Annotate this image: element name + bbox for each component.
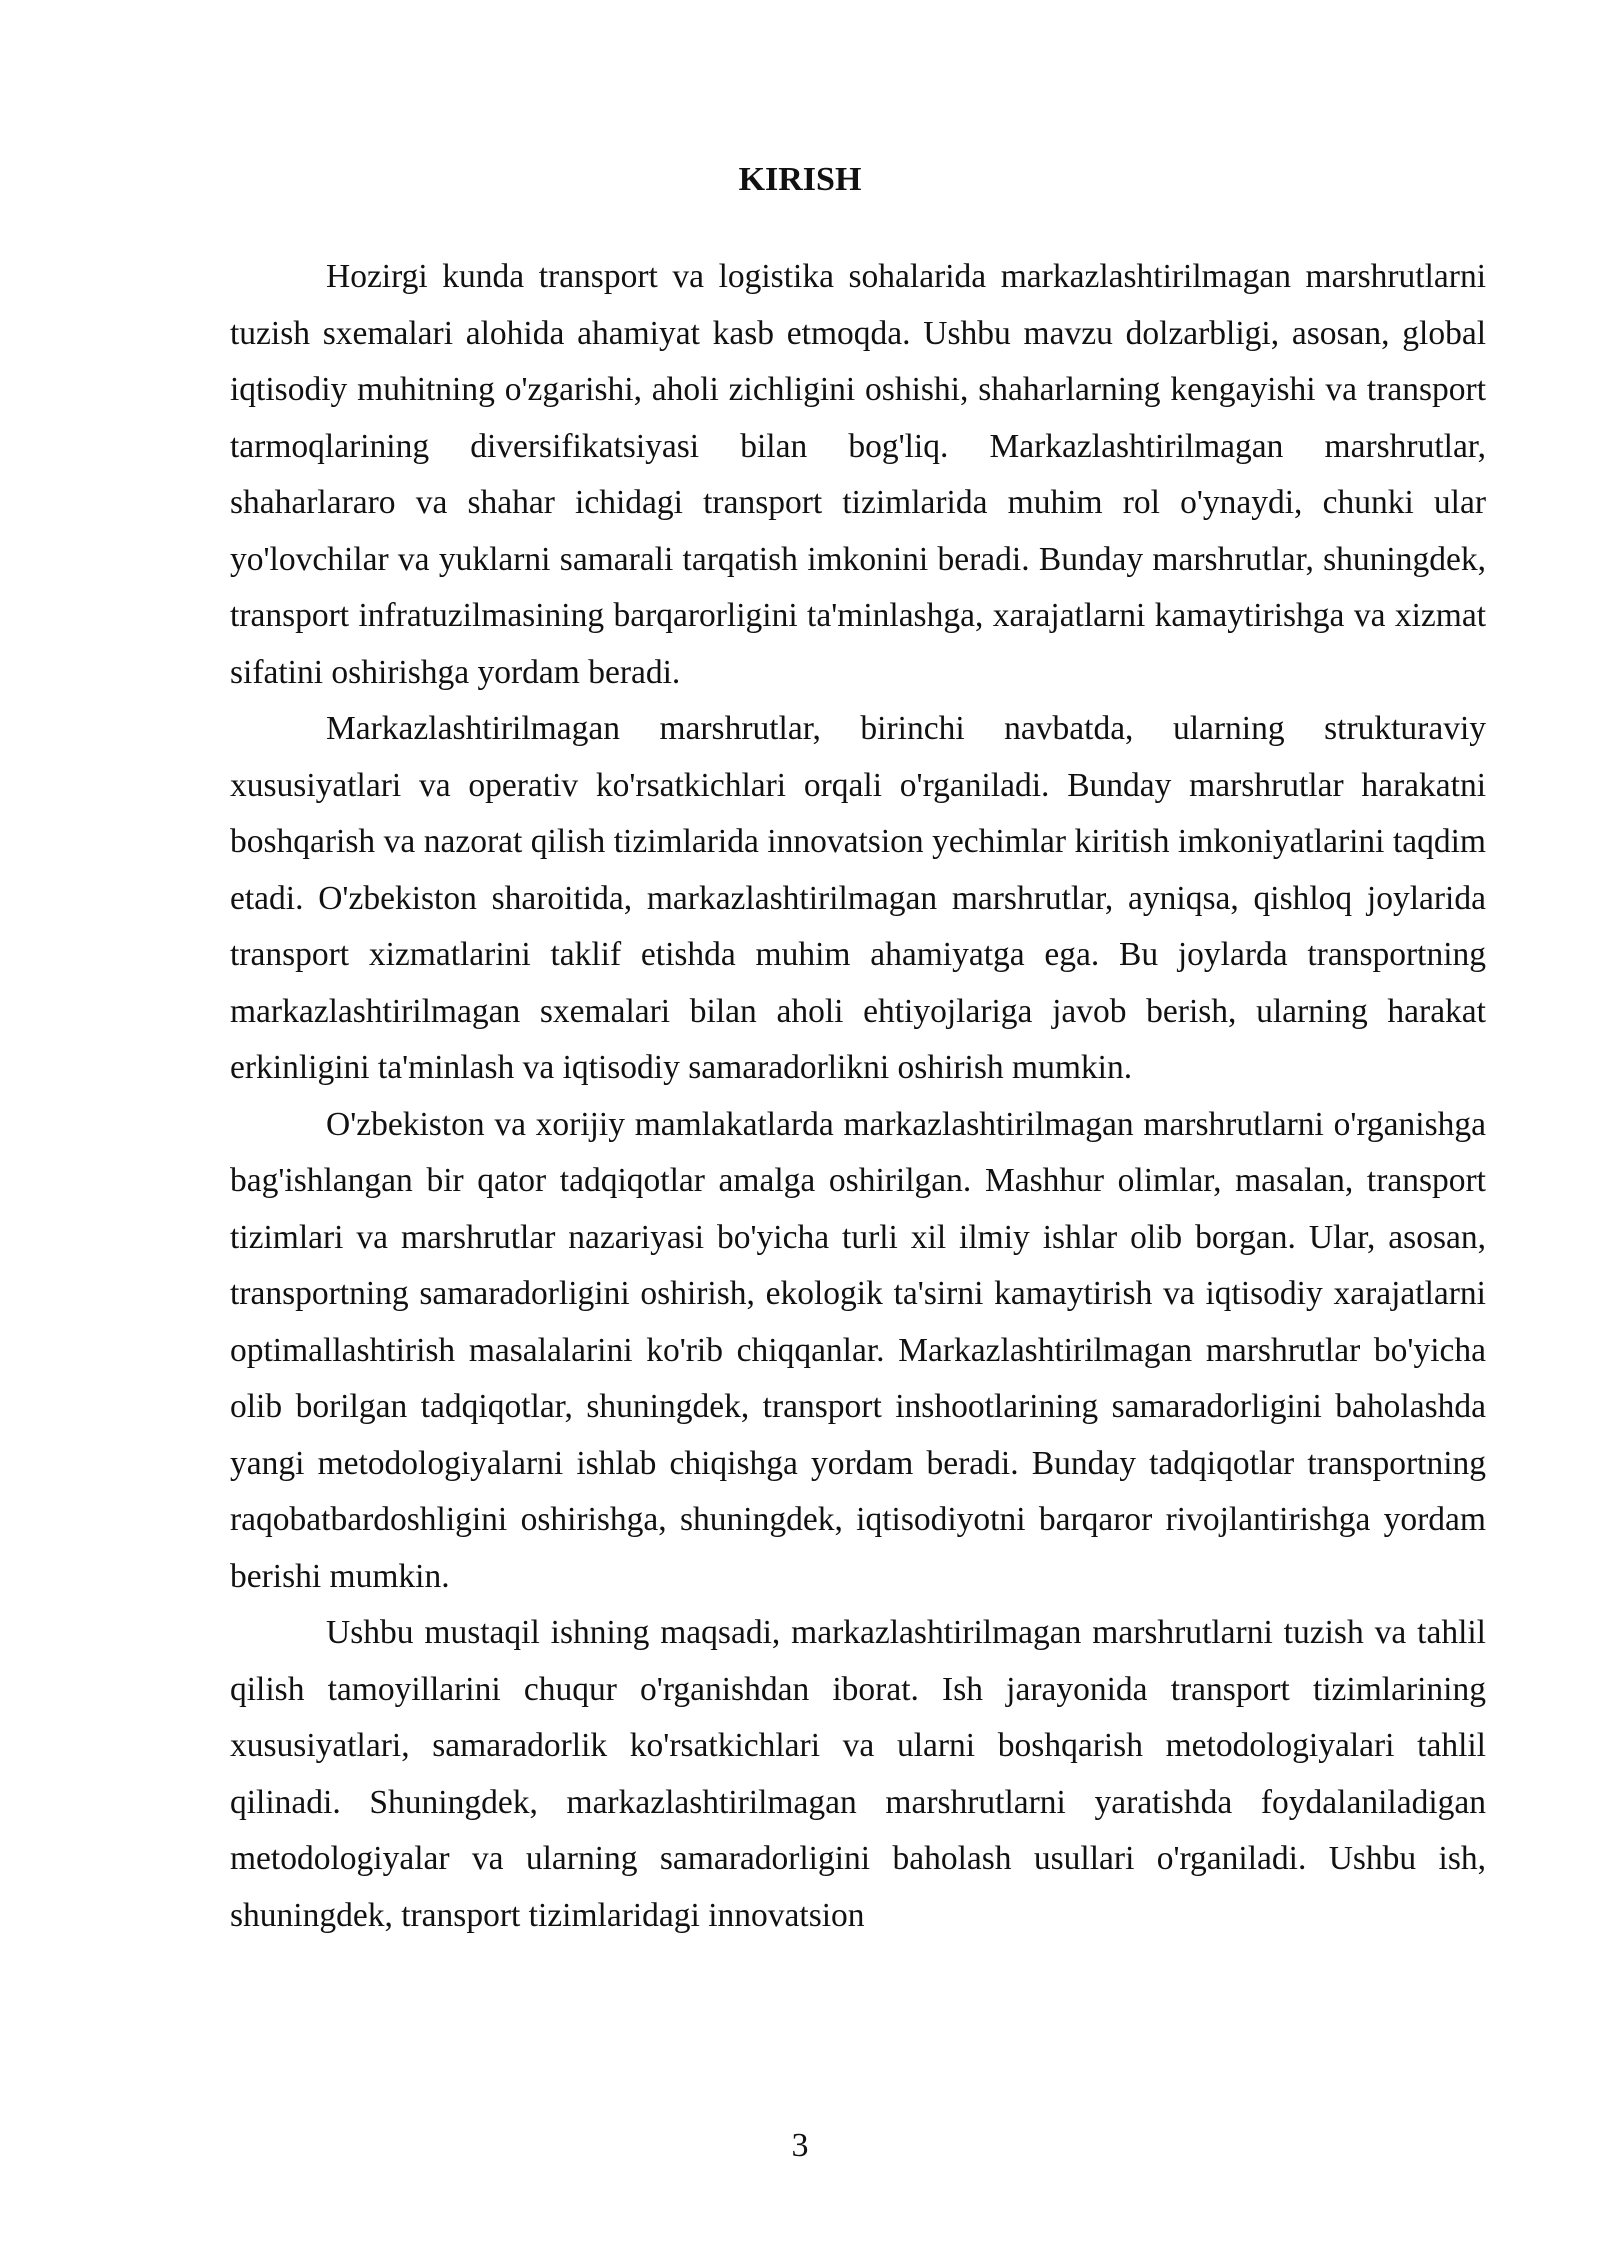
paragraph-3: O'zbekiston va xorijiy mamlakatlarda markazlashtirilmagan marshrutlarni o'rganishga bag'ishlangan bir qator tadqiqotlar amalga oshirilgan. Mashhur olimlar, masalan, transport tizimlari va marshrutlar nazariyasi bo'yicha turli xil ilmiy ishlar olib borgan. Ular, asosan, transportning samaradorligini oshirish, ekologik ta'sirni kamaytirish va iqtisodiy xarajatlarni optimallashtirish masalalarini ko'rib chiqqanlar. Markazlashtirilmagan marshrutlar bo'yicha olib borilgan tadqiqotlar, shuningdek, transport inshootlarining samaradorligini baholashda yangi metodologiyalarni ishlab chiqishga yordam beradi. Bunday tadqiqotlar transportning raqobatbardoshligini oshirishga, shuningdek, iqtisodiyotni barqaror rivojlantirishga yordam berishi mumkin. bbox=[230, 1105, 1486, 1595]
page-title: KIRISH bbox=[738, 161, 862, 198]
body-text bbox=[230, 249, 1486, 1944]
page-number: 3 bbox=[791, 2127, 809, 2164]
paragraph-2: Markazlashtirilmagan marshrutlar, birinchi navbatda, ularning strukturaviy xususiyatlari va operativ ko'rsatkichlari orqali o'rganiladi. Bunday marshrutlar harakatni boshqarish va nazorat qilish tizimlarida innovatsion yechimlar kiritish imkoniyatlarini taqdim etadi. O'zbekiston sharoitida, markazlashtirilmagan marshrutlar, ayniqsa, qishloq joylarida transport xizmatlarini taklif etishda muhim ahamiyatga ega. Bu joylarda transportning markazlashtirilmagan sxemalari bilan aholi ehtiyojlariga javob berish, ularning harakat erkinligini ta'minlash va iqtisodiy samaradorlikni oshirish mumkin. bbox=[230, 710, 1486, 1086]
paragraph-1: Hozirgi kunda transport va logistika sohalarida markazlashtirilmagan marshrutlarni tuzish sxemalari alohida ahamiyat kasb etmoqda. Ushbu mavzu dolzarbligi, asosan, global iqtisodiy muhitning o'zgarishi, aholi zichligini oshishi, shaharlarning kengayishi va transport tarmoqlarining diversifikatsiyasi bilan bog'liq. Markazlashtirilmagan marshrutlar, shaharlararo va shahar ichidagi transport tizimlarida muhim rol o'ynaydi, chunki ular yo'lovchilar va yuklarni samarali tarqatish imkonini beradi. Bunday marshrutlar, shuningdek, transport infratuzilmasining barqarorligini ta'minlashga, xarajatlarni kamaytirishga va xizmat sifatini oshirishga yordam beradi. bbox=[230, 258, 1486, 691]
paragraph-4: Ushbu mustaqil ishning maqsadi, markazlashtirilmagan marshrutlarni tuzish va tahlil qilish tamoyillarini chuqur o'rganishdan iborat. Ish jarayonida transport tizimlarining xususiyatlari, samaradorlik ko'rsatkichlari va ularni boshqarish metodologiyalari tahlil qilinadi. Shuningdek, markazlashtirilmagan marshrutlarni yaratishda foydalaniladigan metodologiyalar va ularning samaradorligini baholash usullari o'rganiladi. Ushbu ish, shuningdek, transport tizimlaridagi innovatsion bbox=[230, 1614, 1486, 1934]
